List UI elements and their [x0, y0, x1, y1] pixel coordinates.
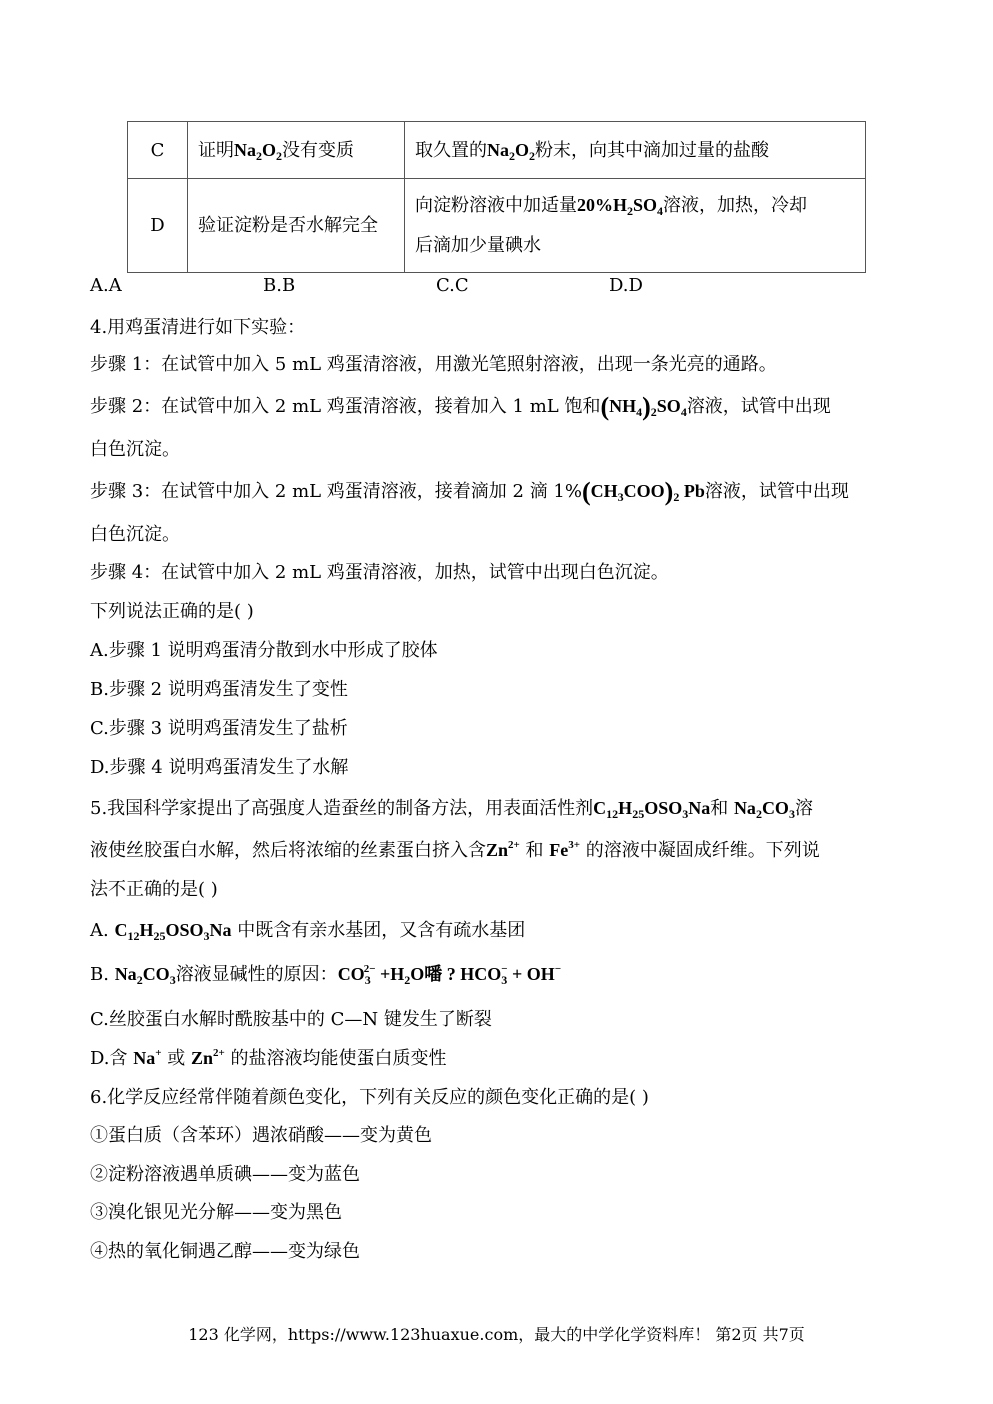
q5-option-d[interactable]: D.含 Na+ 或 $Zn^{2+}$ 的盐溶液均能使蛋白质变性 — [90, 1047, 447, 1069]
q4-step2: 步骤 2：在试管中加入 2 mL 鸡蛋清溶液，接着加入 1 mL 饱和$(NH_4)_2SO_4$溶液，试管中出现 — [90, 392, 831, 421]
q5-option-c[interactable]: C.丝胶蛋白水解时酰胺基中的 C—N 键发生了断裂 — [90, 1009, 492, 1030]
row-method: 向淀粉溶液中加适量$20\%H_2SO_4$溶液，加热，冷却 后滴加少量碘水 — [405, 179, 866, 273]
row-letter: D — [128, 179, 188, 273]
q4-step2-cont: 白色沉淀。 — [90, 439, 180, 460]
q4-stem: 4.用鸡蛋清进行如下实验： — [90, 317, 306, 338]
ion-zinc: $Zn^{2+}$ — [486, 839, 520, 860]
q4-option-c[interactable]: C.步骤 3 说明鸡蛋清发生了盐析 — [90, 718, 348, 739]
row-purpose: 证明$Na_2O_2$没有变质 — [188, 122, 405, 179]
formula-lead-acetate: $(CH_3COO)_2$ Pb — [581, 477, 705, 506]
formula-surfactant: $C_{12}H_{25}OSO_3Na$ — [593, 798, 711, 821]
q4-step3: 步骤 3：在试管中加入 2 mL 鸡蛋清溶液，接着滴加 2 滴 $1\%(CH_3COO)_2$ Pb溶液，试管中出现 — [90, 477, 849, 506]
table-row — [128, 122, 866, 179]
q4-option-a[interactable]: A.步骤 1 说明鸡蛋清分散到水中形成了胶体 — [90, 640, 438, 661]
page-footer: 123 化学网，https://www.123huaxue.com，最大的中学化学资料库！ 第2页 共7页 — [188, 1325, 805, 1344]
choice-b[interactable]: B.B — [263, 275, 296, 296]
q6-item-4: ④热的氧化铜遇乙醇——变为绿色 — [90, 1241, 360, 1262]
formula-h2so4: $20\%H_2SO_4$ — [577, 195, 664, 218]
hydrolysis-equation: $CO_3^{2-} +H_2O$噃 ? $HCO_3^- + OH^-$ — [337, 963, 562, 987]
formula-na2o2: $Na_2O_2$ — [487, 139, 536, 163]
q6-item-1: ①蛋白质（含苯环）遇浓硝酸——变为黄色 — [90, 1125, 432, 1146]
q3-choices — [90, 275, 790, 299]
formula-ammonium-sulfate: $(NH_4)_2SO_4$ — [600, 392, 687, 421]
q5-stem-line3: 法不正确的是( ) — [90, 879, 218, 900]
ion-sodium: Na+ — [133, 1047, 162, 1068]
formula-surfactant: $C_{12}H_{25}OSO_3Na$ — [114, 920, 232, 943]
q4-question: 下列说法正确的是( ) — [90, 601, 254, 622]
row-letter: C — [128, 122, 188, 179]
q4-step3-cont: 白色沉淀。 — [90, 524, 180, 545]
q5-option-a[interactable]: A. $C_{12}H_{25}OSO_3Na$ 中既含有亲水基团，又含有疏水基团 — [90, 920, 526, 943]
row-method: 取久置的$Na_2O_2$粉末，向其中滴加过量的盐酸 — [405, 122, 866, 179]
formula-sodium-carbonate: $Na_2CO_3$ — [733, 798, 795, 821]
q5-option-b[interactable]: B. $Na_2CO_3$溶液显碱性的原因：$CO_3^{2-} +H_2O$噃 ? $HCO_3^- + OH^-$ — [90, 963, 562, 987]
choice-c[interactable]: C.C — [436, 275, 469, 296]
q4-step1: 步骤 1：在试管中加入 5 mL 鸡蛋清溶液，用激光笔照射溶液，出现一条光亮的通路。 — [90, 354, 777, 375]
q4-option-b[interactable]: B.步骤 2 说明鸡蛋清发生了变性 — [90, 679, 348, 700]
q4-step4: 步骤 4：在试管中加入 2 mL 鸡蛋清溶液，加热，试管中出现白色沉淀。 — [90, 562, 669, 583]
formula-na2o2: $Na_2O_2$ — [234, 139, 283, 163]
q5-stem-line1: 5.我国科学家提出了高强度人造蚕丝的制备方法，用表面活性剂$C_{12}H_{25}OSO_3Na$和 $Na_2CO_3$溶 — [90, 798, 813, 821]
q6-stem: 6.化学反应经常伴随着颜色变化，下列有关反应的颜色变化正确的是( ) — [90, 1087, 649, 1108]
q6-item-3: ③溴化银见光分解——变为黑色 — [90, 1202, 342, 1223]
table-row — [128, 179, 866, 273]
ion-iron: $Fe^{3+}$ — [549, 839, 581, 860]
q5-stem-line2: 液使丝胶蛋白水解，然后将浓缩的丝素蛋白挤入含$Zn^{2+}$ 和 $Fe^{3+}$ 的溶液中凝固成纤维。下列说 — [90, 839, 820, 861]
row-purpose: 验证淀粉是否水解完全 — [188, 179, 405, 273]
choice-d[interactable]: D.D — [609, 275, 643, 296]
ion-zinc: $Zn^{2+}$ — [191, 1047, 225, 1068]
choice-a[interactable]: A.A — [90, 275, 122, 296]
q6-item-2: ②淀粉溶液遇单质碘——变为蓝色 — [90, 1164, 360, 1185]
q4-option-d[interactable]: D.步骤 4 说明鸡蛋清发生了水解 — [90, 757, 349, 778]
experiment-options-table — [127, 121, 866, 273]
formula-sodium-carbonate: $Na_2CO_3$ — [114, 964, 176, 987]
